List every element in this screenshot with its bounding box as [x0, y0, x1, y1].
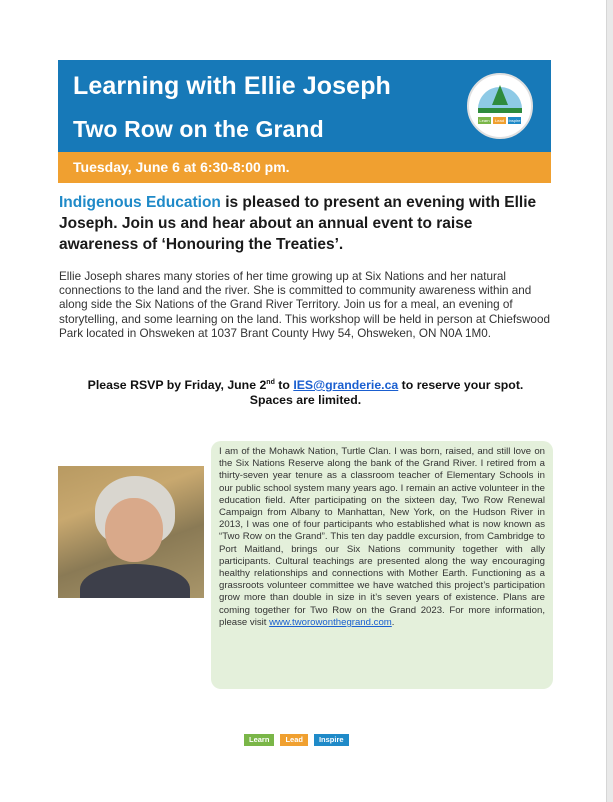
speaker-bio-box — [211, 441, 553, 689]
event-description: Ellie Joseph shares many stories of her time growing up at Six Nations and her natural connections to the land and the river. She is committed to community awareness within and along side the Six Nations of the Grand River Territory. Join us for a meal, an evening of storytelling, and some learning on the land. This workshop will be held in person at Chiefswood Park located in Ohsweken at 1037 Brant County Hwy 54, Ohsweken, ON N0A 1M0. — [59, 270, 550, 340]
badge-inspire: Inspire — [314, 734, 349, 746]
intro-paragraph — [59, 192, 554, 255]
rsvp-sup: nd — [266, 379, 275, 386]
header-banner — [58, 60, 551, 152]
rsvp-email-link[interactable]: IES@granderie.ca — [293, 378, 399, 393]
speaker-bio — [219, 446, 545, 629]
rsvp-notice — [58, 375, 553, 408]
logo-tag-lead: Lead — [493, 117, 506, 124]
website-link[interactable]: www.tworowonthegrand.com — [269, 616, 392, 628]
logo-tag-learn: Learn — [479, 118, 490, 123]
event-date: Tuesday, June 6 at 6:30-8:00 pm. — [73, 159, 290, 175]
badge-learn: Learn — [244, 734, 274, 746]
tree-logo-icon — [467, 73, 533, 139]
page-edge — [606, 0, 613, 802]
bio-end: . — [391, 616, 395, 628]
logo-tag-inspire: Inspire — [508, 118, 521, 123]
intro-rest: is pleased to present an evening with Ellie Joseph. Join us and hear about an annual event to raise awareness of ‘Honouring the Treaties’. — [59, 194, 537, 253]
intro-highlight: Indigenous Education — [59, 194, 221, 211]
rsvp-suffix: to reserve your spot. — [398, 378, 524, 393]
rsvp-prefix: Please RSVP by Friday, June 2 — [87, 378, 267, 393]
badge-lead: Lead — [280, 734, 308, 746]
rsvp-to: to — [274, 378, 294, 393]
speaker-photo — [58, 466, 204, 598]
footer-badges — [244, 734, 349, 746]
event-title: Learning with Ellie Joseph — [73, 72, 391, 100]
date-bar — [58, 152, 551, 183]
event-subtitle: Two Row on the Grand — [73, 116, 324, 142]
rsvp-line2: Spaces are limited. — [249, 393, 362, 408]
bio-text: I am of the Mohawk Nation, Turtle Clan. I was born, raised, and still love on the Six Nations Reserve along the bank of the Grand River. I retired from a thirty-seven year tenure as a classroom teacher of Elementary Schools in our public school system many years ago. I remain an active volunteer in the education field. After participating on the sixteen day, Two Row Renewal Campaign from Albany to Manhattan, New York, on the Hudson River in 2013, I was one of four participants who established what is now known as “Two Row on the Grand”. This ten day paddle excursion, from Cambridge to Port Maitland, brings our Six Nations community together with ally participants. Cultural teachings are presented along the way encouraging healthy relationships and connections with Mother Earth. Functioning as a grassroots volunteer committee we have watched this project’s participation grow more than double in size in it’s seven years of existence. Plans are coming together for Two Row on the Grand 2023. For more information, please visit — [219, 446, 545, 628]
